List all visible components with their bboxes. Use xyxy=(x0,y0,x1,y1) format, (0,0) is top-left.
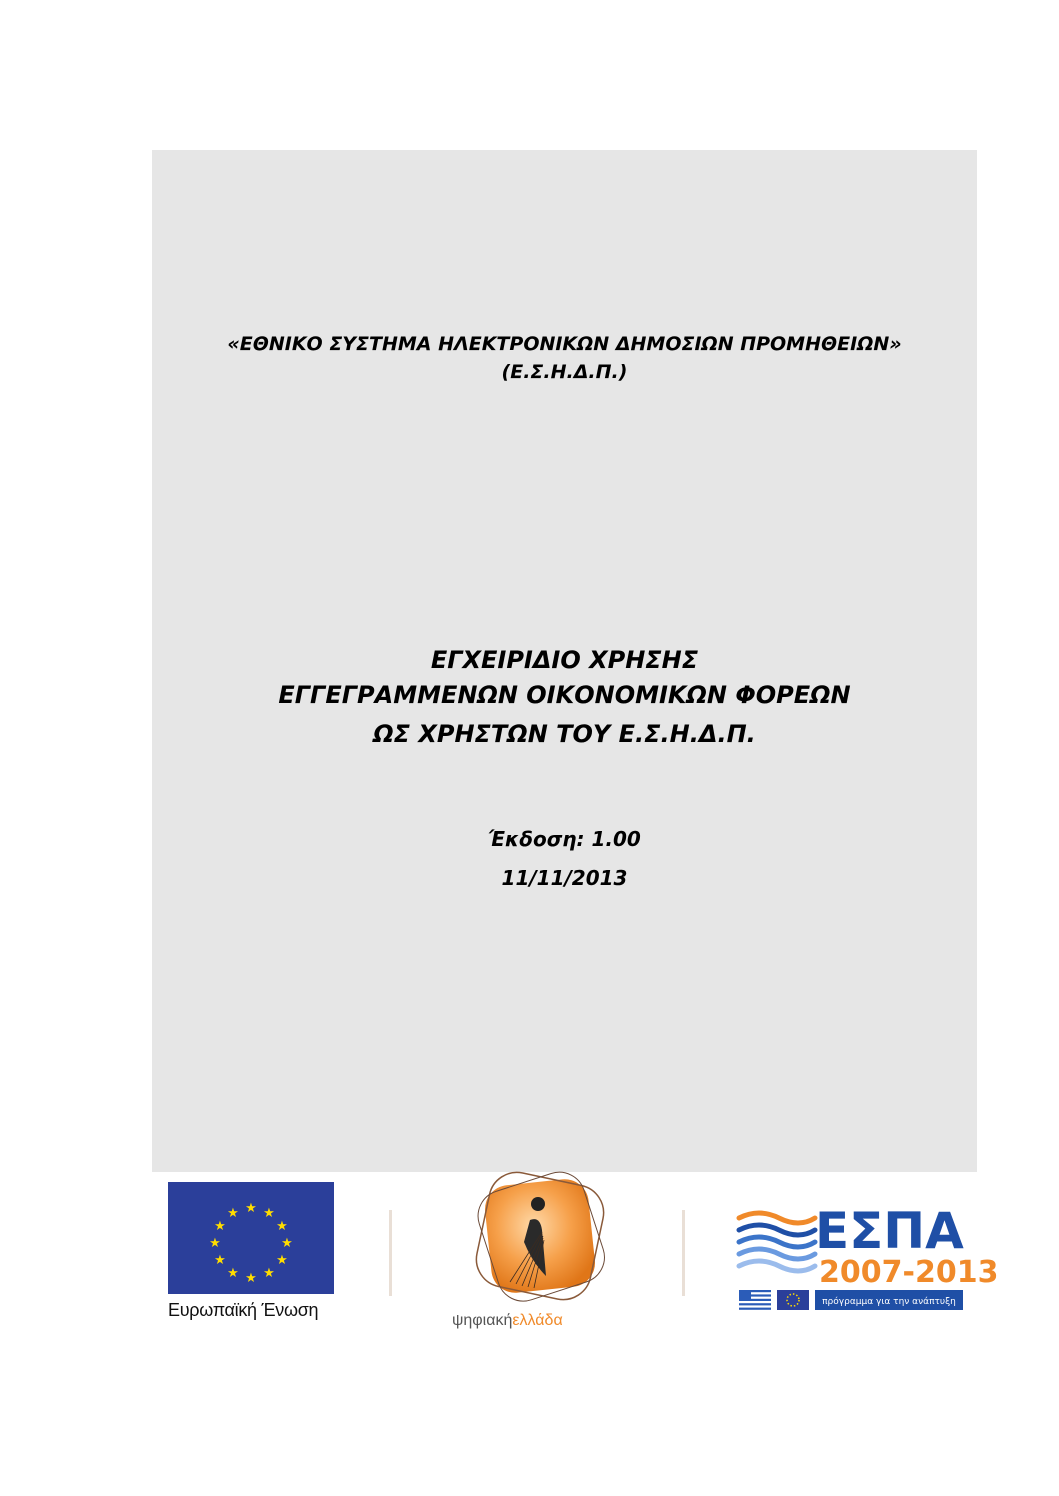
cover-panel xyxy=(152,150,977,1172)
logo-strip xyxy=(152,1172,999,1352)
digital-greece-icon xyxy=(470,1172,610,1304)
digital-greece-caption-main: ψηφιακή xyxy=(452,1312,513,1329)
svg-text:★: ★ xyxy=(214,1253,226,1268)
eu-flag-icon xyxy=(168,1182,334,1294)
svg-text:★: ★ xyxy=(263,1206,275,1221)
svg-text:★: ★ xyxy=(281,1236,293,1251)
svg-text:★: ★ xyxy=(227,1266,239,1281)
eu-caption: Ευρωπαϊκή Ένωση xyxy=(168,1300,319,1320)
espa-slogan: πρόγραμμα για την ανάπτυξη xyxy=(822,1297,956,1307)
svg-text:★: ★ xyxy=(214,1219,226,1234)
system-title-line1: «ΕΘΝΙΚΟ ΣΥΣΤΗΜΑ ΗΛΕΚΤΡΟΝΙΚΩΝ ΔΗΜΟΣΙΩΝ ΠΡΟΜΗΘΕΙΩΝ» xyxy=(227,333,902,355)
digital-greece-caption-accent: ελλάδα xyxy=(512,1312,563,1329)
svg-text:★: ★ xyxy=(263,1266,275,1281)
version-label: Έκδοση: 1.00 xyxy=(488,827,641,851)
manual-title-line2: ΕΓΓΕΓΡΑΜΜΕΝΩΝ ΟΙΚΟΝΟΜΙΚΩΝ ΦΟΡΕΩΝ xyxy=(278,681,851,709)
digital-greece-logo xyxy=(470,1172,610,1308)
digital-greece-caption xyxy=(452,1312,622,1330)
system-title-line2: (Ε.Σ.Η.Δ.Π.) xyxy=(501,361,628,383)
eu-logo xyxy=(168,1182,334,1298)
svg-text:★: ★ xyxy=(245,1201,257,1216)
svg-text:★: ★ xyxy=(209,1236,221,1251)
svg-text:★: ★ xyxy=(245,1271,257,1286)
manual-title-line3: ΩΣ ΧΡΗΣΤΩΝ ΤΟΥ Ε.Σ.Η.Δ.Π. xyxy=(373,720,756,748)
logo-divider xyxy=(389,1210,392,1296)
manual-title-line1: ΕΓΧΕΙΡΙΔΙΟ ΧΡΗΣΗΣ xyxy=(430,646,699,674)
espa-logo xyxy=(737,1194,999,1318)
espa-years: 2007-2013 xyxy=(819,1255,999,1290)
espa-title: ΕΣΠΑ xyxy=(815,1202,964,1260)
logo-divider xyxy=(682,1210,685,1296)
svg-text:★: ★ xyxy=(276,1253,288,1268)
date-label: 11/11/2013 xyxy=(501,866,628,890)
svg-text:★: ★ xyxy=(227,1206,239,1221)
espa-icon xyxy=(737,1194,999,1314)
svg-text:★: ★ xyxy=(276,1219,288,1234)
